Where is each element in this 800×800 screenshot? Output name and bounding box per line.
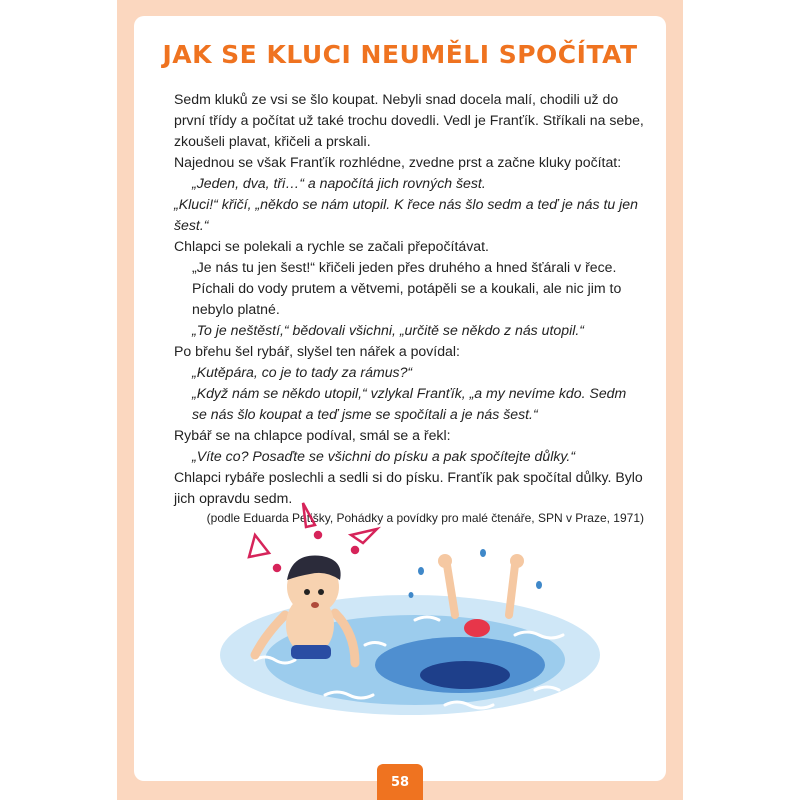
paragraph-6: „Je nás tu jen šest!“ křičeli jeden přes druhého a hned šťárali v řece. Píchali do vody prutem a větvemi, potápěli se a koukali, ale nic jim to nebylo platné. (192, 259, 622, 317)
paragraph-11: Rybář se na chlapce podíval, smál se a řekl: (174, 427, 451, 443)
story-title: JAK SE KLUCI NEUMĚLI SPOČÍTAT (162, 40, 638, 69)
paragraph-12: „Víte co? Posaďte se všichni do písku a pak spočítejte důlky.“ (192, 448, 576, 464)
story-text (174, 89, 644, 527)
paragraph-8: Po břehu šel rybář, slyšel ten nářek a povídal: (174, 343, 460, 359)
paragraph-10: „Když nám se někdo utopil,“ vzlykal Franťík, „a my nevíme kdo. Sedm se nás šlo koupat a teď jsme se spočítali a je nás šest.“ (192, 385, 627, 422)
paragraph-9: „Kutěpára, co je to tady za rámus?“ (192, 364, 413, 380)
paragraph-7: „To je neštěstí,“ bědovali všichni, „určitě se někdo z nás utopil.“ (192, 322, 584, 338)
paragraph-3: „Jeden, dva, tři…“ a napočítá jich rovných šest. (192, 175, 486, 191)
paragraph-1: Sedm kluků ze vsi se šlo koupat. Nebyli snad docela malí, chodili už do první třídy a počítat už také trochu dovedli. Vedl je Franťík. Stříkali na sebe, zkoušeli plavat, křičeli a prskali. (174, 91, 644, 149)
paragraph-5: Chlapci se polekali a rychle se začali přepočítávat. (174, 238, 489, 254)
page-number: 58 (377, 764, 423, 800)
paragraph-13: Chlapci rybáře poslechli a sedli si do písku. Franťík pak spočítal důlky. Bylo jich opravdu sedm. (174, 469, 643, 506)
swimming-boys-illustration (215, 495, 635, 735)
source-citation: (podle Eduarda Petišky, Pohádky a povídky pro malé čtenáře, SPN v Praze, 1971) (206, 511, 644, 525)
paragraph-4: „Kluci!“ křičí, „někdo se nám utopil. K řece nás šlo sedm a teď je nás tu jen šest.“ (174, 196, 638, 233)
paragraph-2: Najednou se však Franťík rozhlédne, zvedne prst a začne kluky počítat: (174, 154, 622, 170)
